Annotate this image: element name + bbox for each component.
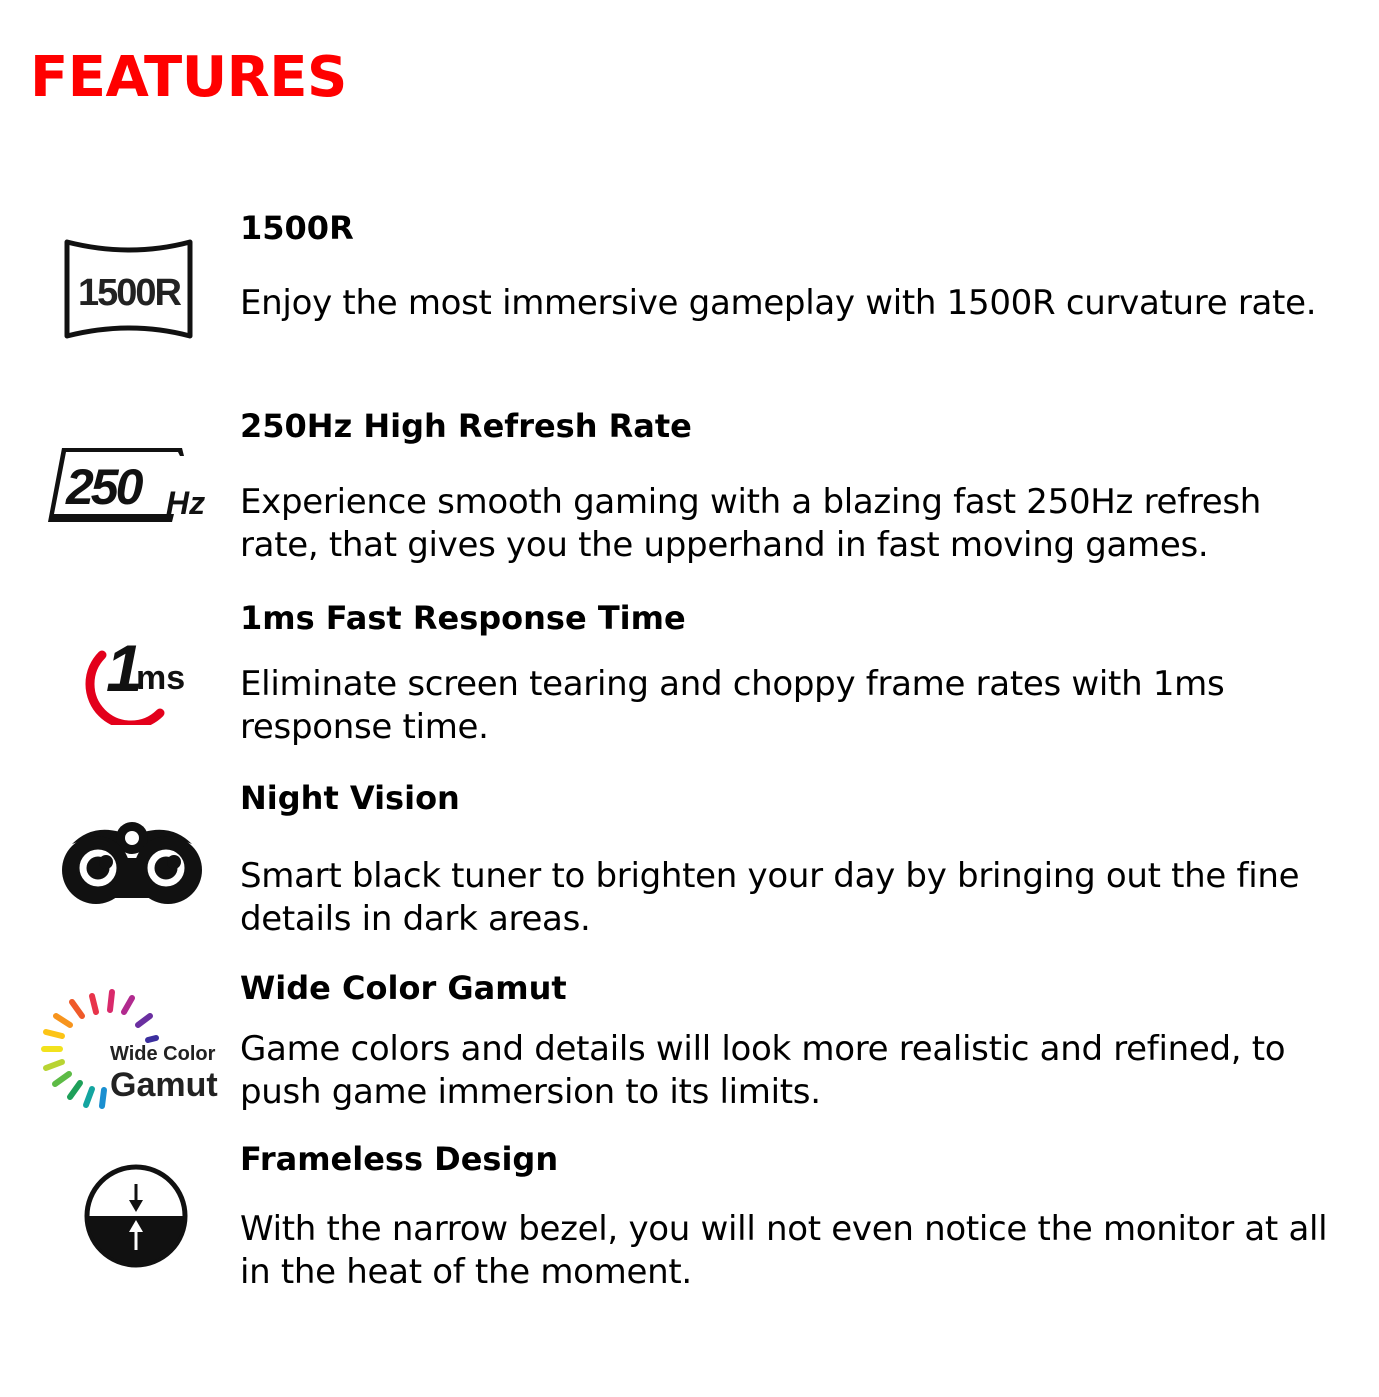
feature-heading: 1500R xyxy=(240,209,354,247)
feature-description: Experience smooth gaming with a blazing fast 250Hz refresh rate, that gives you the upperhand in fast moving games. xyxy=(240,482,1262,565)
feature-description: Eliminate screen tearing and choppy frame rates with 1ms response time. xyxy=(240,664,1225,747)
curvature-1500r-icon xyxy=(60,238,208,340)
feature-description: Enjoy the most immersive gameplay with 1500R curvature rate. xyxy=(240,283,1317,323)
curvature-icon-label: 1500R xyxy=(78,272,180,314)
refresh-rate-250hz-icon xyxy=(44,442,220,532)
feature-heading: Wide Color Gamut xyxy=(240,969,567,1007)
page-title: FEATURES xyxy=(30,45,347,110)
refresh-icon-unit: Hz xyxy=(166,485,206,521)
frameless-design-icon xyxy=(82,1162,190,1270)
feature-heading: Frameless Design xyxy=(240,1140,559,1178)
gamut-icon-label-bottom: Gamut xyxy=(110,1066,218,1104)
feature-heading: 250Hz High Refresh Rate xyxy=(240,407,692,445)
refresh-icon-number: 250 xyxy=(66,459,141,515)
response-time-1ms-icon xyxy=(76,621,192,725)
response-icon-number: 1 xyxy=(106,631,143,705)
feature-description: With the narrow bezel, you will not even notice the monitor at all in the heat of the moment. xyxy=(240,1209,1328,1292)
feature-heading: 1ms Fast Response Time xyxy=(240,599,686,637)
response-icon-unit: ms xyxy=(136,659,186,697)
gamut-icon-label-top: Wide Color xyxy=(110,1043,216,1065)
night-vision-icon xyxy=(58,810,206,906)
feature-heading: Night Vision xyxy=(240,779,460,817)
feature-description: Game colors and details will look more realistic and refined, to push game immersion to its limits. xyxy=(240,1029,1286,1112)
wide-color-gamut-icon xyxy=(38,980,222,1110)
feature-description: Smart black tuner to brighten your day by bringing out the fine details in dark areas. xyxy=(240,856,1300,939)
